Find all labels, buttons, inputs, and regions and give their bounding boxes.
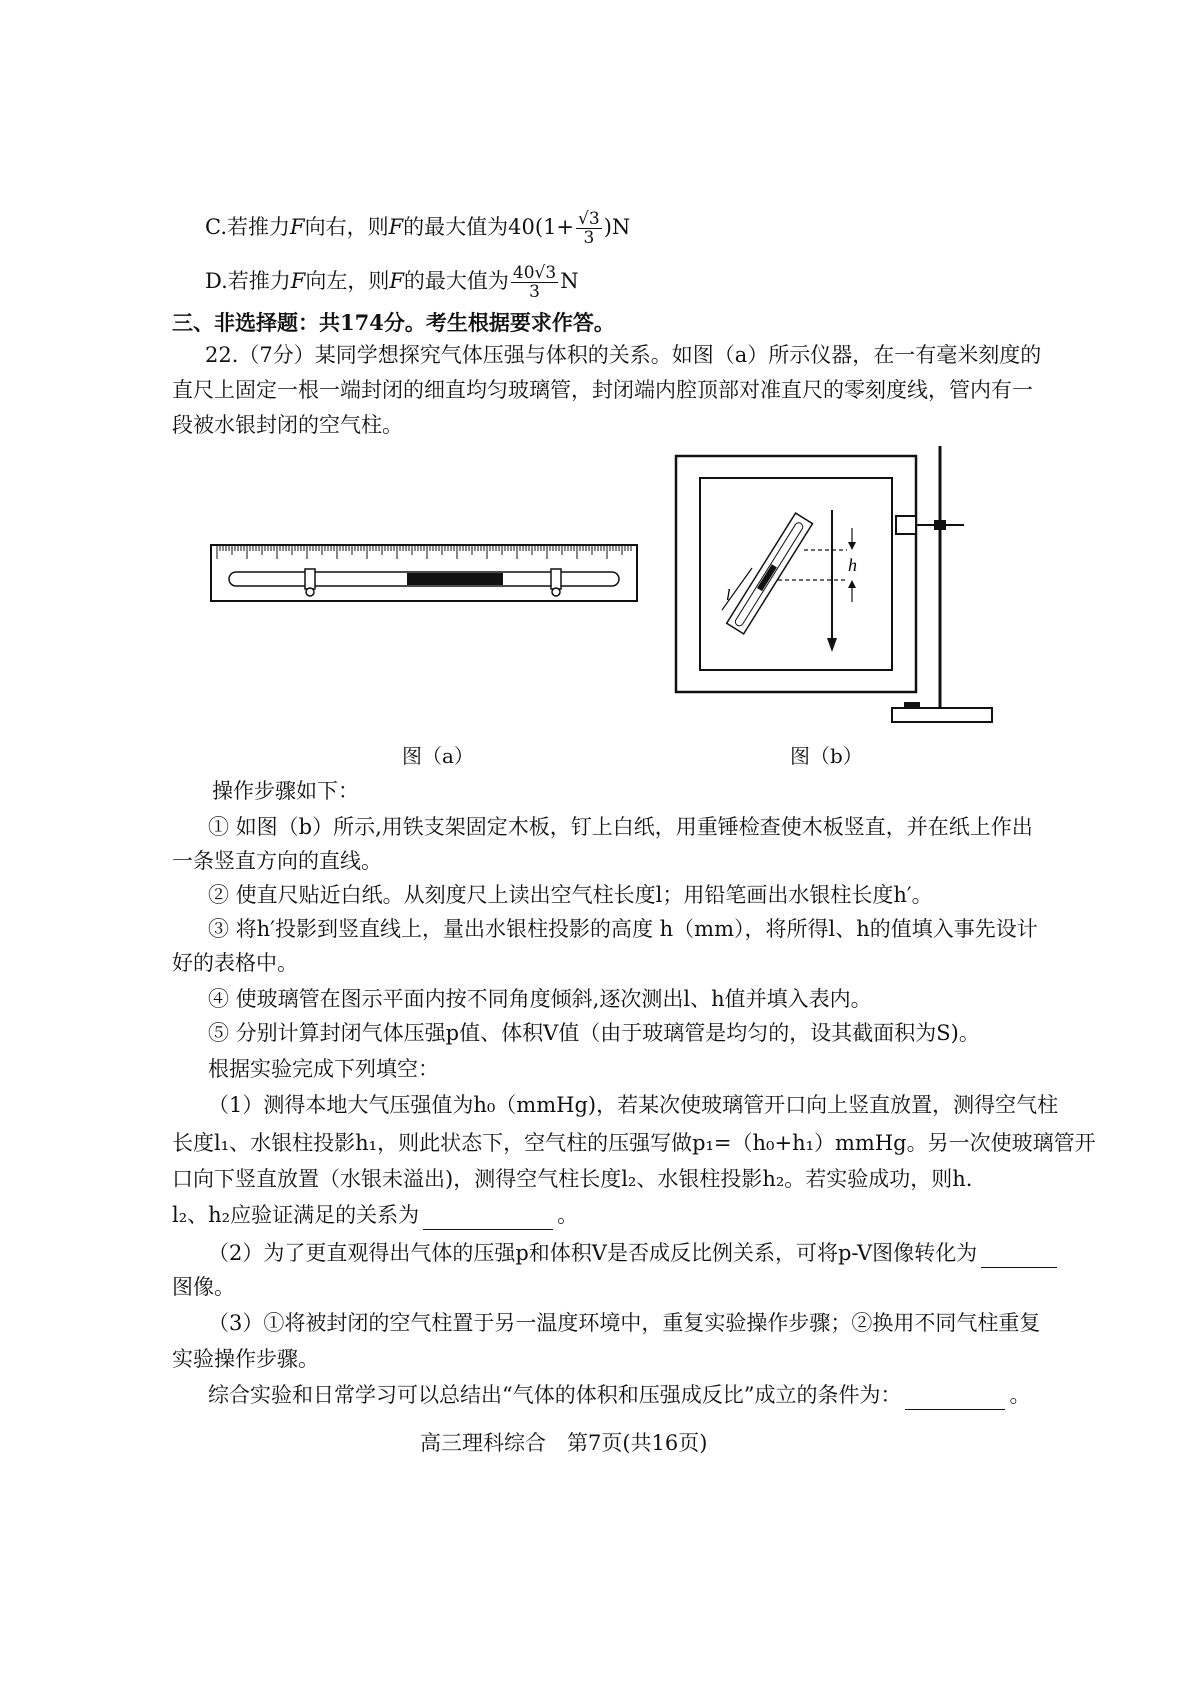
answer-blank-2[interactable] <box>981 1245 1057 1268</box>
step-1b: 一条竖直方向的直线。 <box>172 849 382 873</box>
stand-base-knob <box>904 702 920 708</box>
option-d-f1: F <box>290 269 306 293</box>
screw-right <box>552 588 560 596</box>
option-c-f2: F <box>388 215 404 239</box>
question-2a-text: （2）为了更直观得出气体的压强p和体积V是否成反比例关系，可将p-V图像转化为 <box>208 1241 978 1265</box>
option-c-numerator: √3 <box>578 209 600 229</box>
steps-heading: 操作步骤如下： <box>212 779 359 803</box>
label-l: l <box>726 587 731 604</box>
option-c-fraction <box>576 210 602 247</box>
caption-a: 图（a） <box>402 744 474 768</box>
question-1c: 口向下竖直放置（水银未溢出)，测得空气柱长度l₂、水银柱投影h₂。若实验成功，则h. <box>172 1167 973 1191</box>
section-title: 三、非选择题：共174分。考生根据要求作答。 <box>172 310 615 335</box>
clamp-knob <box>934 520 946 530</box>
label-h: h <box>848 555 857 575</box>
questions-intro: 根据实验完成下列填空： <box>208 1057 439 1081</box>
stand-base <box>892 708 992 722</box>
question-1d <box>172 1200 578 1230</box>
question-3c <box>208 1380 1030 1410</box>
step-2: ② 使直尺贴近白纸。从刻度尺上读出空气柱长度l；用铅笔画出水银柱长度h′。 <box>208 883 933 907</box>
option-d <box>205 264 579 301</box>
step-5: ⑤ 分别计算封闭气体压强p值、体积V值（由于玻璃管是均匀的，设其截面积为S)。 <box>208 1021 980 1045</box>
problem-line-3: 段被水银封闭的空气柱。 <box>172 413 403 437</box>
question-1a: （1）测得本地大气压强值为h₀（mmHg)，若某次使玻璃管开口向上竖直放置，测得空气柱 <box>208 1093 1059 1117</box>
question-3b: 实验操作步骤。 <box>172 1347 319 1371</box>
option-c <box>205 210 630 247</box>
option-c-f1: F <box>290 215 305 239</box>
figure-a-ruler <box>205 535 645 605</box>
option-d-denominator: 3 <box>529 282 540 302</box>
figure-b-stand <box>672 440 1002 732</box>
option-c-mid1: 向右，则 <box>304 215 389 239</box>
option-d-pre: D.若推力 <box>205 269 291 293</box>
question-3c-text: 综合实验和日常学习可以总结出“气体的体积和压强成反比”成立的条件为： <box>208 1383 902 1407</box>
question-1d-text: l₂、h₂应验证满足的关系为 <box>172 1203 420 1227</box>
step-3b: 好的表格中。 <box>172 951 298 975</box>
option-c-post: )N <box>603 215 631 239</box>
screw-left <box>306 588 314 596</box>
question-1b: 长度l₁、水银柱投影h₁，则此状态下，空气柱的压强写做p₁=（h₀+h₁）mmHg。另一次使玻璃管开 <box>172 1131 1096 1155</box>
question-3a: （3）①将被封闭的空气柱置于另一温度环境中，重复实验操作步骤；②换用不同气柱重复 <box>208 1311 1041 1335</box>
question-3c-end: 。 <box>1009 1383 1031 1407</box>
step-3a: ③ 将h′投影到竖直线上，量出水银柱投影的高度 h（mm），将所得l、h的值填入事先设计 <box>208 917 1038 941</box>
option-d-mid2: 的最大值为 <box>403 269 509 293</box>
page-footer: 高三理科综合 第7页(共16页) <box>420 1431 708 1455</box>
answer-blank-3[interactable] <box>905 1387 1005 1410</box>
option-c-pre: C.若推力 <box>205 215 290 239</box>
problem-line-2: 直尺上固定一根一端封闭的细直均匀玻璃管，封闭端内腔顶部对准直尺的零刻度线，管内有一 <box>172 378 1033 402</box>
tube-clip-left <box>305 569 315 589</box>
option-c-denominator: 3 <box>583 228 595 248</box>
step-4: ④ 使玻璃管在图示平面内按不同角度倾斜,逐次测出l、h值并填入表内。 <box>208 987 872 1011</box>
option-d-mid1: 向左，则 <box>305 269 390 293</box>
option-d-numerator: 40√3 <box>512 263 557 283</box>
question-2a <box>208 1238 1061 1268</box>
question-2b: 图像。 <box>172 1275 235 1299</box>
option-c-mid2: 的最大值为40(1+ <box>403 215 575 239</box>
option-d-post: N <box>560 269 579 293</box>
mercury-column <box>407 573 503 585</box>
clamp-block <box>896 516 916 534</box>
step-1a: ① 如图（b）所示,用铁支架固定木板，钉上白纸，用重锤检查使木板竖直，并在纸上作出 <box>208 815 1033 839</box>
answer-blank-1[interactable] <box>423 1207 553 1230</box>
caption-b: 图（b） <box>790 744 863 768</box>
white-paper <box>700 478 892 670</box>
problem-line-1: 22.（7分）某同学想探究气体压强与体积的关系。如图（a）所示仪器，在一有毫米刻度的 <box>205 343 1042 367</box>
tube-clip-right <box>551 569 561 589</box>
option-d-f2: F <box>389 269 404 293</box>
option-d-fraction <box>511 264 558 301</box>
question-1d-end: 。 <box>557 1203 579 1227</box>
